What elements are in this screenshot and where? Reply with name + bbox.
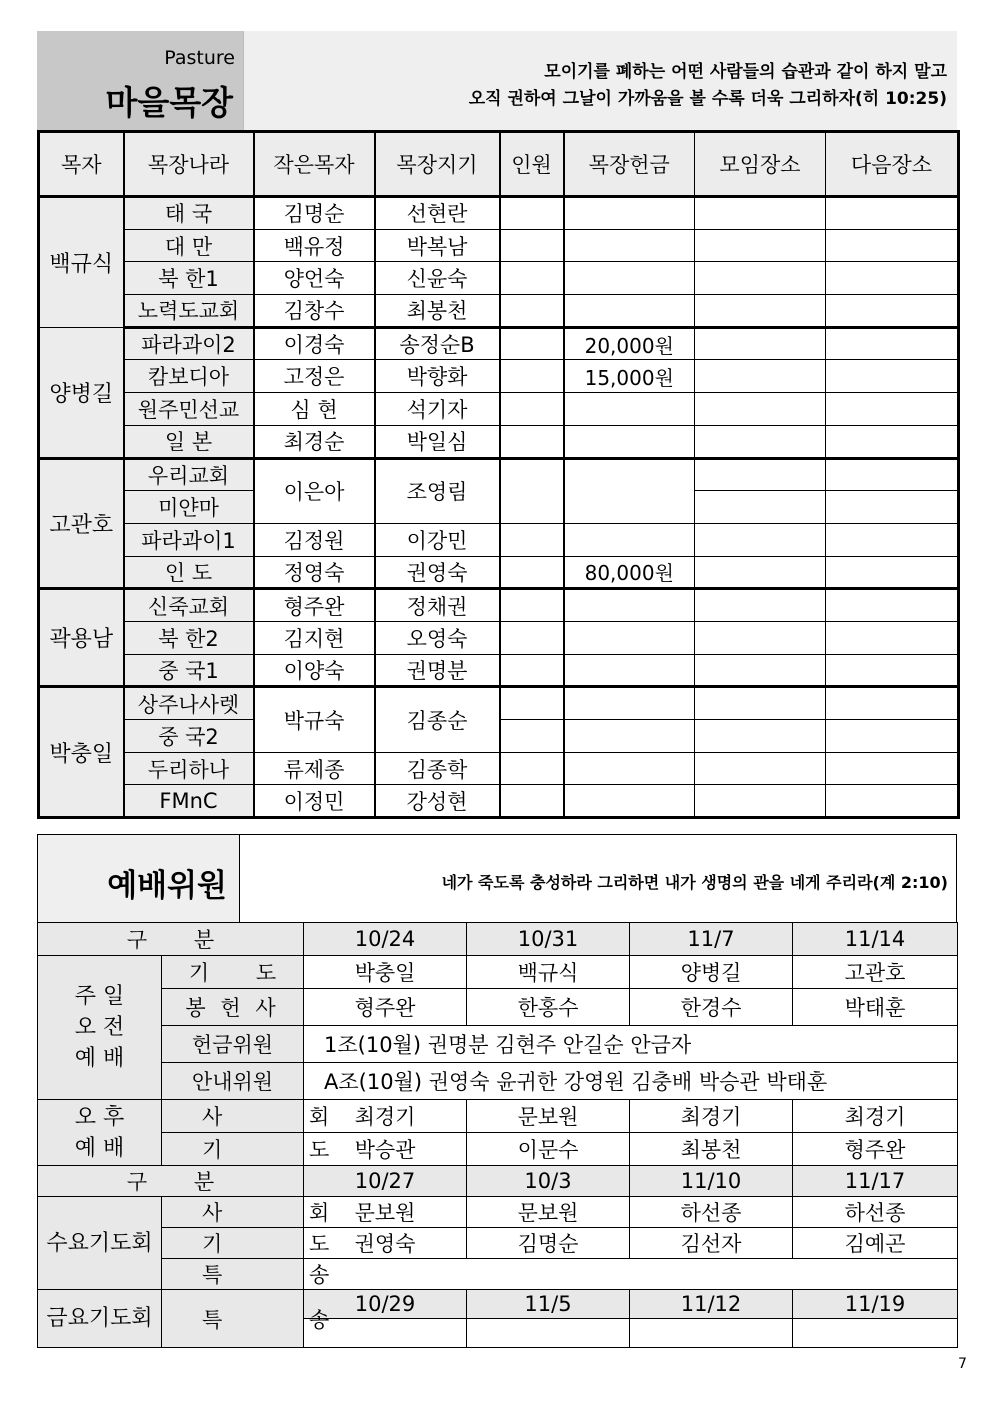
name-cell: 김예곤 <box>793 1228 958 1259</box>
column-header: 다음장소 <box>826 132 959 197</box>
next-place-cell[interactable] <box>826 262 959 295</box>
next-place-cell[interactable] <box>826 491 959 524</box>
count-cell[interactable] <box>500 229 564 262</box>
name-cell: 문보원 <box>304 1197 467 1228</box>
count-cell[interactable] <box>500 621 564 654</box>
leader-cell: 백유정 <box>254 229 375 262</box>
place-cell[interactable] <box>695 425 826 458</box>
table-row <box>39 360 959 393</box>
country-cell: 노력도교회 <box>124 295 254 328</box>
country-cell: 원주민선교 <box>124 393 254 426</box>
name-cell: 최경기 <box>304 1100 467 1133</box>
friday-label: 금요기도회 <box>38 1290 162 1348</box>
place-cell[interactable] <box>695 360 826 393</box>
pastor-cell: 양병길 <box>39 327 124 458</box>
offering-cell[interactable] <box>564 687 695 720</box>
count-cell[interactable] <box>500 425 564 458</box>
next-place-cell[interactable] <box>826 556 959 589</box>
name-cell: 박태훈 <box>793 989 958 1026</box>
place-cell[interactable] <box>695 654 826 687</box>
helper-cell: 정채권 <box>375 589 500 622</box>
name-cell: 최봉천 <box>630 1133 793 1166</box>
wednesday-label: 수요기도회 <box>38 1197 162 1290</box>
offering-cell[interactable]: 15,000원 <box>564 360 695 393</box>
name-cell: 김선자 <box>630 1228 793 1259</box>
helper-cell: 권명분 <box>375 654 500 687</box>
leader-cell: 이경숙 <box>254 327 375 360</box>
date-cell: 11/19 <box>793 1290 958 1319</box>
next-place-cell[interactable] <box>826 458 959 491</box>
name-cell: 백규식 <box>467 956 630 989</box>
column-header: 목장나라 <box>124 132 254 197</box>
name-cell: 양병길 <box>630 956 793 989</box>
pasture-title: 마을목장 <box>105 83 233 122</box>
leader-cell: 양언숙 <box>254 262 375 295</box>
name-cell[interactable] <box>467 1319 630 1348</box>
offering-cell[interactable] <box>564 262 695 295</box>
worship-title-box <box>38 835 240 923</box>
pasture-title-box <box>37 31 244 130</box>
place-cell[interactable] <box>695 523 826 556</box>
place-cell[interactable] <box>695 262 826 295</box>
role-label: 봉 헌 사 <box>162 989 304 1026</box>
count-cell[interactable] <box>500 687 564 720</box>
table-row <box>38 1197 958 1228</box>
date-cell: 10/3 <box>467 1166 630 1197</box>
leader-cell: 김명순 <box>254 197 375 230</box>
gubun-label: 구 분 <box>38 923 304 956</box>
count-cell[interactable] <box>500 523 564 556</box>
column-header: 인원 <box>500 132 564 197</box>
place-cell[interactable] <box>695 491 826 524</box>
date-cell: 11/7 <box>630 923 793 956</box>
leader-cell: 이양숙 <box>254 654 375 687</box>
column-header: 작은목자 <box>254 132 375 197</box>
offering-cell[interactable] <box>564 654 695 687</box>
helper-cell: 김종학 <box>375 752 500 785</box>
count-cell[interactable] <box>500 393 564 426</box>
date-cell: 11/12 <box>630 1290 793 1319</box>
count-cell[interactable] <box>500 720 564 753</box>
worship-title: 예배위원 <box>107 868 227 904</box>
country-cell: 우리교회 <box>124 458 254 491</box>
role-label: 기 도 <box>162 1228 304 1259</box>
count-cell[interactable] <box>500 295 564 328</box>
name-cell: 형주완 <box>304 989 467 1026</box>
country-cell: 신죽교회 <box>124 589 254 622</box>
special-song-cell[interactable] <box>304 1259 958 1290</box>
count-cell[interactable] <box>500 785 564 818</box>
helper-cell: 권영숙 <box>375 556 500 589</box>
offering-cell[interactable] <box>564 589 695 622</box>
date-cell: 10/29 <box>304 1290 467 1319</box>
name-cell: 한홍수 <box>467 989 630 1026</box>
date-header-row <box>38 1166 958 1197</box>
name-cell: 최경기 <box>630 1100 793 1133</box>
name-cell: 문보원 <box>467 1197 630 1228</box>
name-cell[interactable] <box>793 1319 958 1348</box>
table-row <box>39 327 959 360</box>
leader-cell: 고정은 <box>254 360 375 393</box>
count-cell[interactable] <box>500 327 564 360</box>
place-cell[interactable] <box>695 621 826 654</box>
table-row <box>38 956 958 989</box>
column-header: 목장헌금 <box>564 132 695 197</box>
date-cell: 11/14 <box>793 923 958 956</box>
pastor-cell: 박충일 <box>39 687 124 818</box>
table-row <box>39 458 959 491</box>
next-place-cell[interactable] <box>826 523 959 556</box>
table-row <box>38 1228 958 1259</box>
offering-cell[interactable] <box>564 458 695 523</box>
name-cell: 박승관 <box>304 1133 467 1166</box>
sunday-pm-label: 오 후 예 배 <box>38 1100 162 1166</box>
table-row <box>39 752 959 785</box>
next-place-cell[interactable] <box>826 425 959 458</box>
next-place-cell[interactable] <box>826 295 959 328</box>
country-cell: 두리하나 <box>124 752 254 785</box>
date-cell: 11/17 <box>793 1166 958 1197</box>
table-row <box>39 621 959 654</box>
place-cell[interactable] <box>695 589 826 622</box>
name-cell: 형주완 <box>793 1133 958 1166</box>
leader-cell: 최경순 <box>254 425 375 458</box>
pasture-title-en: Pasture <box>164 47 235 69</box>
usher-team-cell: A조(10월) 권영숙 윤귀한 강영원 김충배 박승관 박태훈 <box>304 1063 958 1100</box>
name-cell: 김명순 <box>467 1228 630 1259</box>
column-header: 목자 <box>39 132 124 197</box>
leader-cell: 심 현 <box>254 393 375 426</box>
offering-cell[interactable] <box>564 229 695 262</box>
offering-cell[interactable] <box>564 295 695 328</box>
helper-cell: 김종순 <box>375 687 500 752</box>
leader-cell: 이정민 <box>254 785 375 818</box>
next-place-cell[interactable] <box>826 229 959 262</box>
table-row <box>38 1290 958 1319</box>
helper-cell: 박향화 <box>375 360 500 393</box>
next-place-cell[interactable] <box>826 785 959 818</box>
helper-cell: 박복남 <box>375 229 500 262</box>
offering-cell[interactable] <box>564 785 695 818</box>
country-cell: 중 국2 <box>124 720 254 753</box>
column-header: 목장지기 <box>375 132 500 197</box>
table-row <box>38 1063 958 1100</box>
country-cell: FMnC <box>124 785 254 818</box>
place-cell[interactable] <box>695 720 826 753</box>
leader-cell: 김지현 <box>254 621 375 654</box>
leader-cell: 류제종 <box>254 752 375 785</box>
date-cell: 11/5 <box>467 1290 630 1319</box>
name-cell: 고관호 <box>793 956 958 989</box>
place-cell[interactable] <box>695 229 826 262</box>
helper-cell: 선현란 <box>375 197 500 230</box>
next-place-cell[interactable] <box>826 393 959 426</box>
helper-cell: 이강민 <box>375 523 500 556</box>
count-cell[interactable] <box>500 654 564 687</box>
name-cell: 하선종 <box>630 1197 793 1228</box>
table-row <box>38 989 958 1026</box>
helper-cell: 조영림 <box>375 458 500 523</box>
helper-cell: 최봉천 <box>375 295 500 328</box>
table-row <box>39 785 959 818</box>
role-label: 특 송 <box>162 1259 304 1290</box>
table-row <box>39 295 959 328</box>
next-place-cell[interactable] <box>826 621 959 654</box>
helper-cell: 오영숙 <box>375 621 500 654</box>
offering-cell[interactable] <box>564 752 695 785</box>
worship-verse: 네가 죽도록 충성하라 그리하면 내가 생명의 관을 네게 주리라(계 2:10) <box>441 873 948 892</box>
country-cell: 태 국 <box>124 197 254 230</box>
date-cell: 10/24 <box>304 923 467 956</box>
leader-cell: 이은아 <box>254 458 375 523</box>
pasture-verse-line1: 모이기를 폐하는 어떤 사람들의 습관과 같이 하지 말고 <box>544 62 947 82</box>
count-cell[interactable] <box>500 262 564 295</box>
helper-cell: 송정순B <box>375 327 500 360</box>
worship-table <box>37 922 958 1348</box>
helper-cell: 석기자 <box>375 393 500 426</box>
table-row <box>38 1259 958 1290</box>
column-header: 모임장소 <box>695 132 826 197</box>
table-row <box>39 229 959 262</box>
place-cell[interactable] <box>695 556 826 589</box>
count-cell[interactable] <box>500 752 564 785</box>
role-label: 헌금위원 <box>162 1026 304 1063</box>
place-cell[interactable] <box>695 458 826 491</box>
role-label: 특 송 <box>162 1290 304 1348</box>
offering-cell[interactable]: 20,000원 <box>564 327 695 360</box>
table-row <box>38 1133 958 1166</box>
role-label: 기 도 <box>162 1133 304 1166</box>
sunday-am-label: 주 일 오 전 예 배 <box>38 956 162 1100</box>
date-cell: 10/31 <box>467 923 630 956</box>
leader-cell: 형주완 <box>254 589 375 622</box>
count-cell[interactable] <box>500 458 564 523</box>
place-cell[interactable] <box>695 197 826 230</box>
role-label: 안내위원 <box>162 1063 304 1100</box>
leader-cell: 박규숙 <box>254 687 375 752</box>
helper-cell: 신윤숙 <box>375 262 500 295</box>
role-label: 사 회 <box>162 1100 304 1133</box>
table-row <box>38 1100 958 1133</box>
pasture-header-row <box>39 132 959 197</box>
count-cell[interactable] <box>500 589 564 622</box>
page-number: 7 <box>958 1356 967 1372</box>
name-cell[interactable] <box>630 1319 793 1348</box>
country-cell: 파라과이2 <box>124 327 254 360</box>
name-cell: 박충일 <box>304 956 467 989</box>
pasture-header <box>37 31 957 130</box>
offering-cell[interactable] <box>564 393 695 426</box>
count-cell[interactable] <box>500 197 564 230</box>
role-label: 사 회 <box>162 1197 304 1228</box>
table-row <box>39 556 959 589</box>
name-cell: 하선종 <box>793 1197 958 1228</box>
next-place-cell[interactable] <box>826 197 959 230</box>
name-cell: 최경기 <box>793 1100 958 1133</box>
pasture-table <box>37 130 960 819</box>
country-cell: 인 도 <box>124 556 254 589</box>
offering-cell[interactable] <box>564 720 695 753</box>
role-label: 기 도 <box>162 956 304 989</box>
leader-cell: 김정원 <box>254 523 375 556</box>
country-cell: 미얀마 <box>124 491 254 524</box>
pastor-cell: 곽용남 <box>39 589 124 687</box>
country-cell: 중 국1 <box>124 654 254 687</box>
table-row <box>39 262 959 295</box>
gubun-label: 구 분 <box>38 1166 304 1197</box>
date-cell: 11/10 <box>630 1166 793 1197</box>
next-place-cell[interactable] <box>826 327 959 360</box>
country-cell: 캄보디아 <box>124 360 254 393</box>
worship-header <box>37 834 957 923</box>
leader-cell: 김창수 <box>254 295 375 328</box>
table-row <box>39 425 959 458</box>
offering-team-cell: 1조(10월) 권명분 김현주 안길순 안금자 <box>304 1026 958 1063</box>
table-row <box>38 1026 958 1063</box>
table-row <box>39 687 959 720</box>
next-place-cell[interactable] <box>826 720 959 753</box>
place-cell[interactable] <box>695 327 826 360</box>
place-cell[interactable] <box>695 752 826 785</box>
country-cell: 북 한1 <box>124 262 254 295</box>
table-row <box>39 523 959 556</box>
country-cell: 상주나사렛 <box>124 687 254 720</box>
country-cell: 파라과이1 <box>124 523 254 556</box>
date-header-row <box>38 923 958 956</box>
offering-cell[interactable] <box>564 425 695 458</box>
next-place-cell[interactable] <box>826 687 959 720</box>
place-cell[interactable] <box>695 785 826 818</box>
country-cell: 북 한2 <box>124 621 254 654</box>
place-cell[interactable] <box>695 687 826 720</box>
pasture-verse-line2: 오직 권하여 그날이 가까움을 볼 수록 더욱 그리하자(히 10:25) <box>468 89 947 109</box>
next-place-cell[interactable] <box>826 360 959 393</box>
name-cell: 문보원 <box>467 1100 630 1133</box>
next-place-cell[interactable] <box>826 752 959 785</box>
country-cell: 대 만 <box>124 229 254 262</box>
next-place-cell[interactable] <box>826 654 959 687</box>
pastor-cell: 고관호 <box>39 458 124 589</box>
count-cell[interactable] <box>500 360 564 393</box>
date-cell: 10/27 <box>304 1166 467 1197</box>
pastor-cell: 백규식 <box>39 197 124 328</box>
table-row <box>39 589 959 622</box>
offering-cell[interactable]: 80,000원 <box>564 556 695 589</box>
name-cell: 한경수 <box>630 989 793 1026</box>
helper-cell: 강성현 <box>375 785 500 818</box>
country-cell: 일 본 <box>124 425 254 458</box>
place-cell[interactable] <box>695 393 826 426</box>
table-row <box>39 197 959 230</box>
table-row <box>39 654 959 687</box>
offering-cell[interactable] <box>564 621 695 654</box>
place-cell[interactable] <box>695 295 826 328</box>
name-cell: 권영숙 <box>304 1228 467 1259</box>
next-place-cell[interactable] <box>826 589 959 622</box>
helper-cell: 박일심 <box>375 425 500 458</box>
leader-cell: 정영숙 <box>254 556 375 589</box>
name-cell: 이문수 <box>467 1133 630 1166</box>
offering-cell[interactable] <box>564 523 695 556</box>
table-row <box>39 393 959 426</box>
count-cell[interactable] <box>500 556 564 589</box>
offering-cell[interactable] <box>564 197 695 230</box>
